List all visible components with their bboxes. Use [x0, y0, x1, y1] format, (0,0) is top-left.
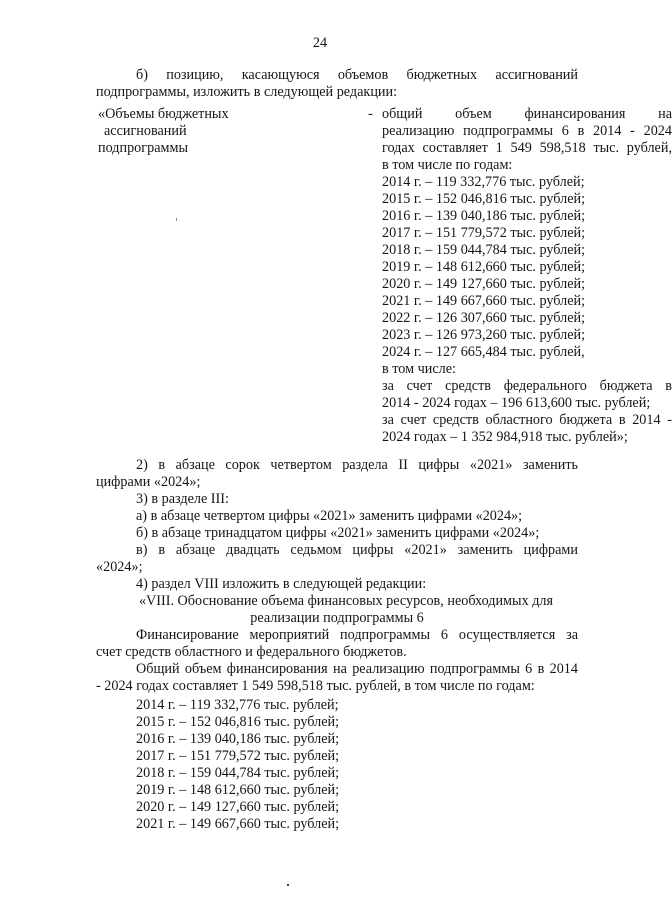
item-2-line1: 2) в абзаце сорок четвертом раздела II цифры «2021» заменить — [136, 457, 578, 473]
year-allocation-line: 2018 г. – 159 044,784 тыс. рублей; — [136, 765, 340, 781]
scan-speck — [176, 218, 177, 221]
right-cell-line: за счет средств областного бюджета в 2014 - — [382, 412, 672, 428]
year-allocation-line: 2020 г. – 149 127,660 тыс. рублей; — [136, 799, 340, 815]
year-allocation-line: 2015 г. – 152 046,816 тыс. рублей; — [136, 714, 340, 730]
bottom-year-list — [136, 697, 339, 833]
item-3-a: а) в абзаце четвертом цифры «2021» заменить цифрами «2024»; — [136, 508, 523, 524]
year-allocation-line: 2016 г. – 139 040,186 тыс. рублей; — [136, 731, 340, 747]
total-line2: - 2024 годах составляет 1 549 598,518 тыс. рублей, в том числе по годам: — [96, 678, 535, 694]
section-title-line1: «VIII. Обоснование объема финансовых ресурсов, необходимых для — [138, 593, 554, 609]
page-number: 24 — [312, 35, 328, 51]
table-dash: - — [368, 106, 373, 122]
year-allocation-line: 2020 г. – 149 127,660 тыс. рублей; — [382, 276, 586, 292]
item-3-head: 3) в разделе III: — [136, 491, 229, 507]
item-4-head: 4) раздел VIII изложить в следующей редакции: — [136, 576, 427, 592]
year-allocation-line: 2022 г. – 126 307,660 тыс. рублей; — [382, 310, 586, 326]
right-cell-line: годах составляет 1 549 598,518 тыс. рублей, — [382, 140, 672, 156]
year-allocation-line: 2017 г. – 151 779,572 тыс. рублей; — [136, 748, 340, 764]
right-cell-line: 2024 годах – 1 352 984,918 тыс. рублей»; — [382, 429, 628, 445]
year-allocation-line: 2023 г. – 126 973,260 тыс. рублей; — [382, 327, 586, 343]
right-cell-line: общий объем финансирования на — [382, 106, 672, 122]
paragraph-b — [96, 67, 578, 101]
right-cell-line: в том числе по годам: — [382, 157, 513, 173]
year-allocation-line: 2019 г. – 148 612,660 тыс. рублей; — [136, 782, 340, 798]
year-allocation-line: 2016 г. – 139 040,186 тыс. рублей; — [382, 208, 586, 224]
year-allocation-line: 2021 г. – 149 667,660 тыс. рублей; — [382, 293, 586, 309]
paragraph-b-line1: б) позицию, касающуюся объемов бюджетных ассигнований — [136, 67, 578, 83]
financing-line2: счет средств областного и федерального бюджетов. — [96, 644, 407, 660]
item-2-line2: цифрами «2024»; — [96, 474, 201, 490]
item-3-b: б) в абзаце тринадцатом цифры «2021» заменить цифрами «2024»; — [136, 525, 540, 541]
left-cell-line: подпрограммы — [98, 140, 188, 156]
item-3-c-line1: в) в абзаце двадцать седьмом цифры «2021» заменить цифрами — [136, 542, 578, 558]
year-allocation-line: 2017 г. – 151 779,572 тыс. рублей; — [382, 225, 586, 241]
item-4 — [96, 576, 578, 695]
right-cell-line: за счет средств федерального бюджета в — [382, 378, 672, 394]
scan-mark — [287, 884, 289, 886]
year-allocation-line: 2015 г. – 152 046,816 тыс. рублей; — [382, 191, 586, 207]
financing-line1: Финансирование мероприятий подпрограммы 6 осуществляется за — [136, 627, 578, 643]
table-right-cell — [382, 106, 672, 446]
left-cell-line: ассигнований — [104, 123, 187, 139]
table-year-list — [382, 174, 672, 361]
item-3-c-line2: «2024»; — [96, 559, 143, 575]
budget-allocations-table — [96, 106, 672, 446]
year-allocation-line: 2024 г. – 127 665,484 тыс. рублей, — [382, 344, 585, 360]
item-2 — [96, 457, 578, 491]
right-cell-line: в том числе: — [382, 361, 456, 377]
table-left-cell — [98, 106, 268, 157]
left-cell-line: «Объемы бюджетных — [98, 106, 229, 122]
year-allocation-line: 2021 г. – 149 667,660 тыс. рублей; — [136, 816, 340, 832]
total-line1: Общий объем финансирования на реализацию подпрограммы 6 в 2014 — [136, 661, 578, 677]
section-title-line2: реализации подпрограммы 6 — [250, 610, 424, 626]
year-allocation-line: 2014 г. – 119 332,776 тыс. рублей; — [136, 697, 339, 713]
year-allocation-line: 2019 г. – 148 612,660 тыс. рублей; — [382, 259, 586, 275]
right-cell-line: реализацию подпрограммы 6 в 2014 - 2024 — [382, 123, 672, 139]
item-3 — [96, 491, 578, 576]
right-cell-line: 2014 - 2024 годах – 196 613,600 тыс. рублей; — [382, 395, 651, 411]
year-allocation-line: 2018 г. – 159 044,784 тыс. рублей; — [382, 242, 586, 258]
year-allocation-line: 2014 г. – 119 332,776 тыс. рублей; — [382, 174, 585, 190]
paragraph-b-line2: подпрограммы, изложить в следующей редакции: — [96, 84, 398, 100]
